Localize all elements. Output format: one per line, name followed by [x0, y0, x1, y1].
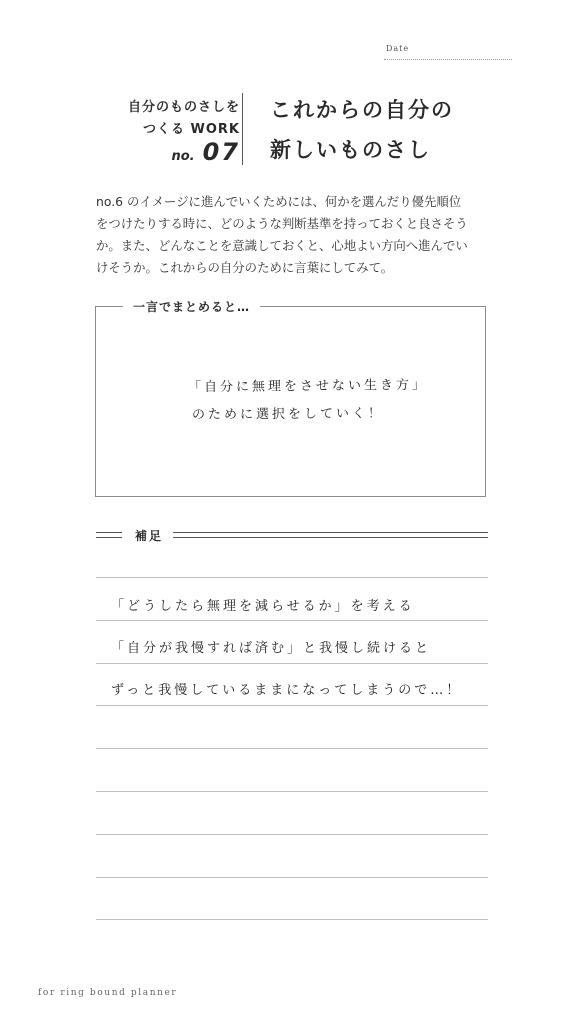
supplement-rule-right	[173, 532, 488, 538]
note-line	[96, 834, 488, 835]
summary-handwritten-line: 「自分に無理をさせない生き方」	[187, 377, 429, 396]
heading-divider	[242, 93, 243, 165]
instructions-line: をつけたりする時に、どのような判断基準を持っておくと良さそう	[96, 216, 468, 231]
date-label: Date	[386, 44, 410, 53]
note-line	[96, 748, 488, 749]
note-line	[96, 791, 488, 792]
note-line	[96, 663, 488, 664]
work-heading-line2: つくる WORK	[142, 122, 240, 137]
work-heading-line1: 自分のものさしを	[127, 100, 240, 115]
date-field[interactable]	[384, 59, 512, 60]
work-number-value: 07	[202, 138, 240, 166]
footer-text: for ring bound planner	[38, 988, 178, 998]
supplement-handwritten-line: 「どうしたら無理を減らせるか」を考える	[111, 599, 415, 614]
work-number-prefix: no.	[171, 149, 195, 164]
summary-handwritten-line: のために選択をしていく！	[191, 406, 385, 423]
supplement-rule-left	[96, 532, 122, 538]
instructions-line: けそうか。これからの自分のために言葉にしてみて。	[96, 260, 394, 275]
instructions-line: no.6 のイメージに進んでいくためには、何かを選んだり優先順位	[96, 194, 462, 209]
note-line	[96, 919, 488, 920]
note-line	[96, 620, 488, 621]
work-number	[171, 138, 240, 166]
page-title-line2: 新しいものさし	[270, 138, 431, 162]
supplement-handwritten-line: 「自分が我慢すれば済む」と我慢し続けると	[111, 641, 432, 656]
page-title-line1: これからの自分の	[270, 98, 454, 122]
summary-box[interactable]	[95, 306, 486, 497]
instructions-paragraph	[96, 191, 496, 279]
note-line	[96, 705, 488, 706]
summary-label: 一言でまとめると…	[123, 298, 260, 315]
note-line	[96, 877, 488, 878]
supplement-handwritten-line: ずっと我慢しているままになってしまうので…！	[111, 683, 463, 698]
supplement-label: 補足	[135, 529, 164, 543]
instructions-line: か。また、どんなことを意識しておくと、心地よい方向へ進んでい	[96, 238, 468, 253]
note-line	[96, 577, 488, 578]
